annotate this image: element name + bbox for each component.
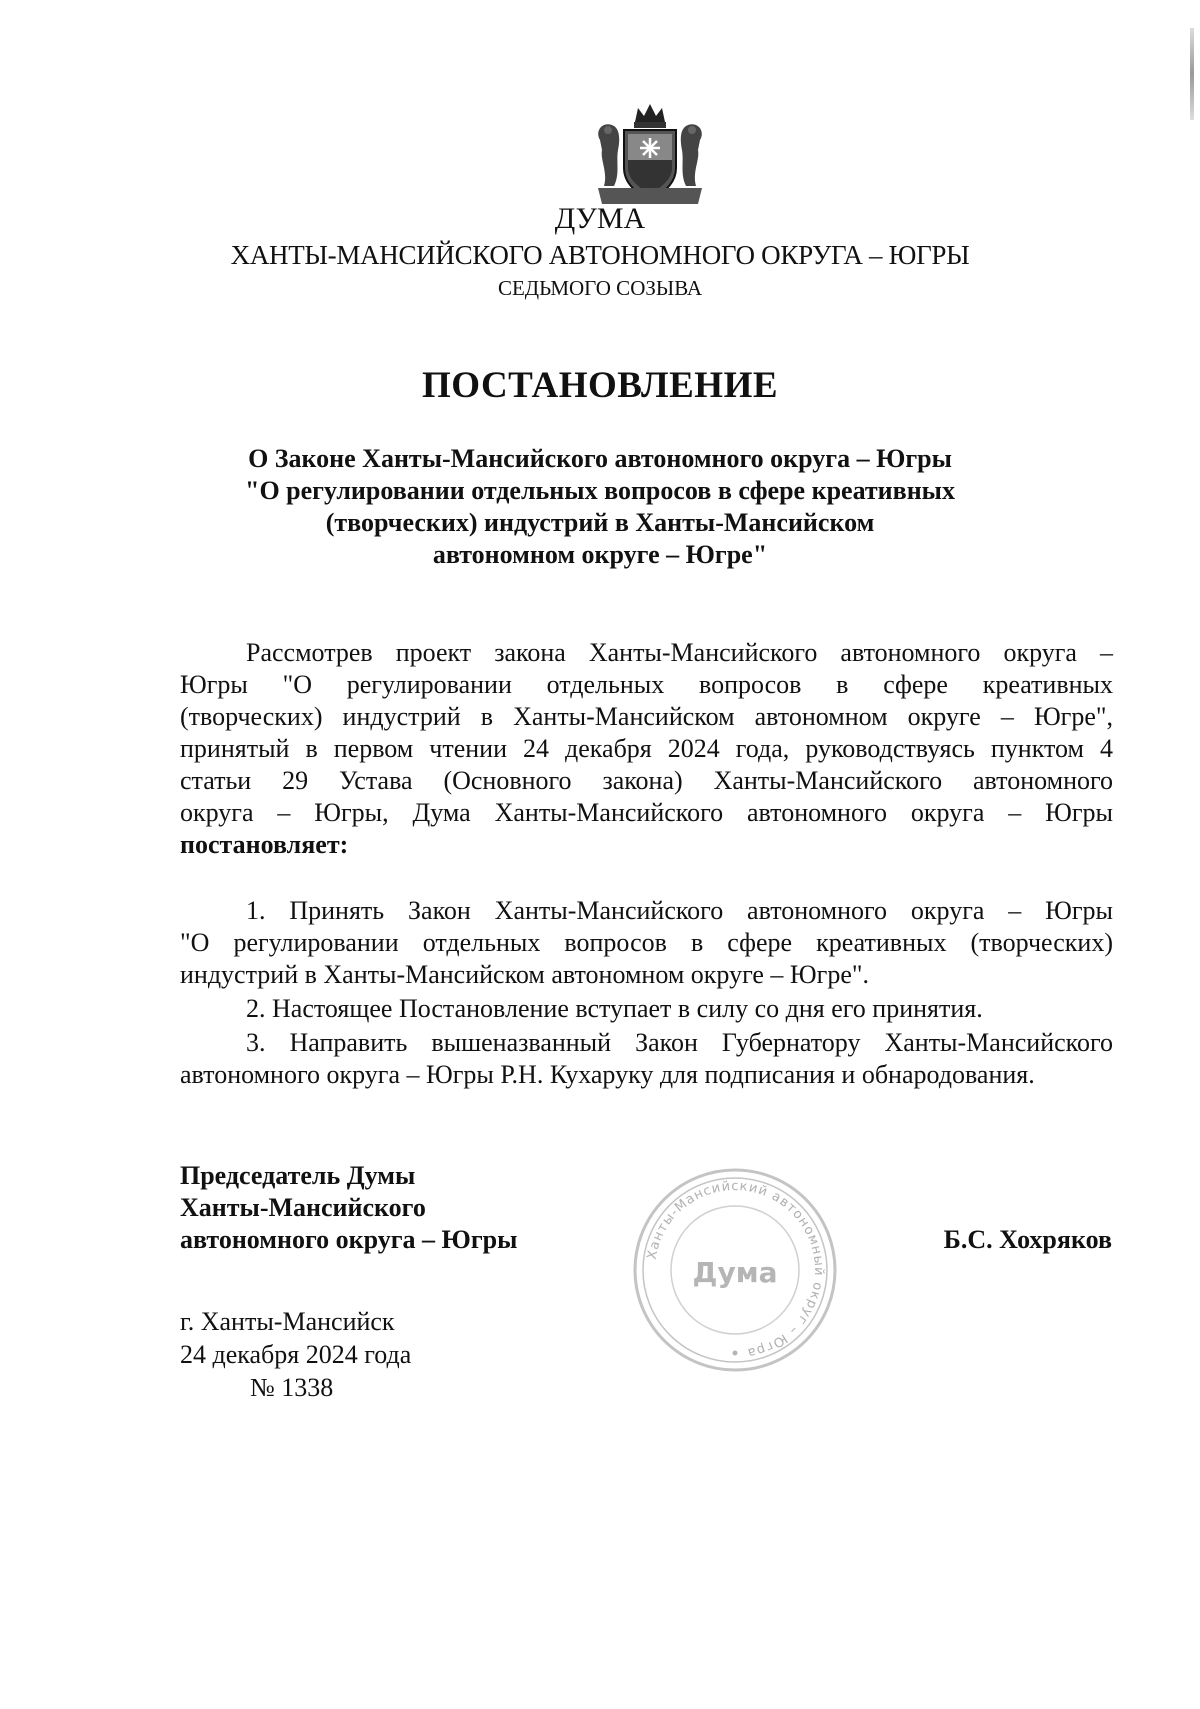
document-number: № 1338 — [250, 1373, 334, 1402]
date: 24 декабря 2024 года — [180, 1340, 412, 1369]
preamble-line: Югры "О регулировании отдельных вопросов в сфере креативных — [180, 670, 1113, 699]
duma-title: ДУМА — [554, 202, 646, 235]
subject-line: "О регулировании отдельных вопросов в сфере креативных — [245, 476, 955, 505]
item-line: 1. Принять Закон Ханты-Мансийского автономного округа – Югры — [246, 896, 1113, 925]
preamble-line: Рассмотрев проект закона Ханты-Мансийского автономного округа – — [246, 638, 1113, 667]
resolves-word: постановляет: — [180, 830, 349, 859]
official-stamp — [630, 1165, 840, 1375]
preamble-line: статьи 29 Устава (Основного закона) Ханты-Мансийского автономного — [180, 766, 1113, 795]
signatory-position-line: Председатель Думы — [180, 1161, 416, 1190]
item-line: индустрий в Ханты-Мансийском автономном округе – Югре". — [180, 960, 869, 989]
document-type: ПОСТАНОВЛЕНИЕ — [421, 365, 779, 406]
stamp-center-text: Дума — [692, 1256, 778, 1289]
duma-region: ХАНТЫ-МАНСИЙСКОГО АВТОНОМНОГО ОКРУГА – ЮГРЫ — [230, 240, 970, 270]
item-line: "О регулировании отдельных вопросов в сфере креативных (творческих) — [180, 928, 1113, 957]
subject-line: автономном округе – Югре" — [432, 540, 768, 569]
subject-line: О Законе Ханты-Мансийского автономного округа – Югры — [248, 444, 952, 473]
subject-line: (творческих) индустрий в Ханты-Мансийском — [325, 508, 875, 537]
coat-of-arms-icon — [590, 100, 710, 210]
preamble-line: (творческих) индустрий в Ханты-Мансийском автономном округе – Югре", — [180, 702, 1113, 731]
duma-convocation: СЕДЬМОГО СОЗЫВА — [497, 276, 703, 300]
preamble-line: принятый в первом чтении 24 декабря 2024 года, руководствуясь пунктом 4 — [180, 734, 1113, 763]
item-line: 2. Настоящее Постановление вступает в силу со дня его принятия. — [246, 994, 983, 1023]
scan-edge-mark — [1190, 28, 1194, 120]
item-line: 3. Направить вышеназванный Закон Губернатору Ханты-Мансийского — [246, 1028, 1113, 1057]
item-line: автономного округа – Югры Р.Н. Кухаруку для подписания и обнародования. — [180, 1060, 1035, 1089]
signatory-position-line: автономного округа – Югры — [180, 1225, 518, 1254]
signatory-name: Б.С. Хохряков — [943, 1225, 1112, 1254]
city: г. Ханты-Мансийск — [180, 1307, 395, 1336]
signatory-position-line: Ханты-Мансийского — [180, 1193, 426, 1222]
preamble-line: округа – Югры, Дума Ханты-Мансийского автономного округа – Югры — [180, 798, 1113, 827]
stamp-ring-text: Ханты-Мансийский автономный округ – Югра — [644, 1178, 827, 1361]
